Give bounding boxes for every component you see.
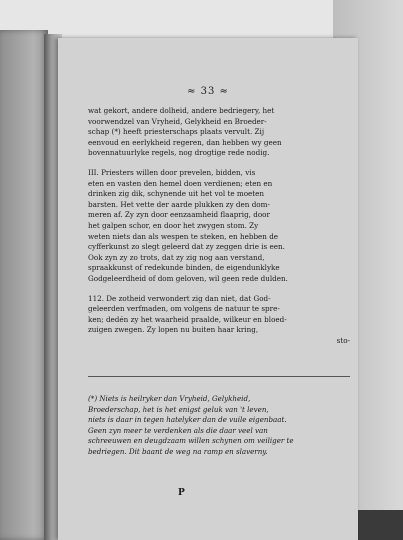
footnote-rule <box>88 376 350 377</box>
text-line: III. Priesters willen door prevelen, bidden, vis <box>88 167 256 177</box>
text-line: Ook zyn zy zo trots, dat zy zig nog aan verstand, <box>88 252 265 262</box>
left-page-edge <box>0 30 48 540</box>
text-line: drinken zig dik, schynende uit het vol te moeten <box>88 189 265 199</box>
text-line: spraakkunst of redekunde binden, de eigendunklyke <box>88 263 280 273</box>
text-line: zuigen zwegen. Zy lopen nu buiten haar kring, <box>88 325 259 335</box>
text-line: meren af. Zy zyn door eenzaamheid flaaprig, door <box>88 210 270 220</box>
footnote-line: niets is daar in tegen hatelyker dan de vuile eigenbaat. <box>88 415 287 425</box>
paragraph-112 <box>88 294 350 347</box>
footnote-line: Geen zyn meer te verdenken als die daar veel van <box>88 425 268 435</box>
signature-mark: P <box>178 488 185 498</box>
page-number: ≈ 33 ≈ <box>187 86 229 97</box>
text-line: het galpen schor, en door het zwygen stom. Zy <box>88 220 259 230</box>
text-line: eenvoud en eerlykheid regeren, dan hebben wy geen <box>88 137 282 147</box>
text-line: schap (*) heeft priesterschaps plaats vervult. Zij <box>88 127 265 137</box>
text-line: eten en vasten den hemel doen verdienen; eten en <box>88 178 273 188</box>
footnote-line: bedriegen. Dit baant de weg na ramp en slaverny. <box>88 446 268 456</box>
footnote-line: Broederschap, het is het enigst geluk van 't leven, <box>88 404 269 414</box>
text-line: voorwendzel van Vryheid, Gelykheid en Broeder- <box>88 116 267 126</box>
text-line: barsten. Het vette der aarde plukken zy den dom- <box>88 199 270 209</box>
footnote-line: (*) Niets is heilryker dan Vryheid, Gelykheid, <box>88 394 251 403</box>
text-line: cyfferkunst zo slegt geleerd dat zy zeggen drie is een. <box>88 242 285 252</box>
paragraph-continued <box>88 106 350 159</box>
body-text <box>88 106 350 355</box>
footnote <box>88 394 350 458</box>
text-line: 112. De zotheid verwondert zig dan niet, dat God- <box>88 293 271 303</box>
text-line: Godgeleerdheid of dom geloven, wil geen rede dulden. <box>88 273 288 283</box>
text-line: weten niets dan als wespen te steken, en hebben de <box>88 231 279 241</box>
footnote-line: schreeuwen en deugdzaam willen schynen om veiliger te <box>88 436 294 446</box>
text-line: ken; dedén zy het waarheid praalde, wilkeur en bloed- <box>88 314 287 324</box>
catchword: sto- <box>336 335 350 345</box>
text-line: bovennatuurlyke regels, nog drogtige rede nodig. <box>88 148 270 158</box>
text-line: wat gekort, andere dolheid, andere bedriegery, het <box>88 106 275 115</box>
book-page <box>58 38 358 540</box>
text-line: geleerden verfmaden, om volgens de natuur te spre- <box>88 304 280 314</box>
paragraph-111 <box>88 168 350 285</box>
